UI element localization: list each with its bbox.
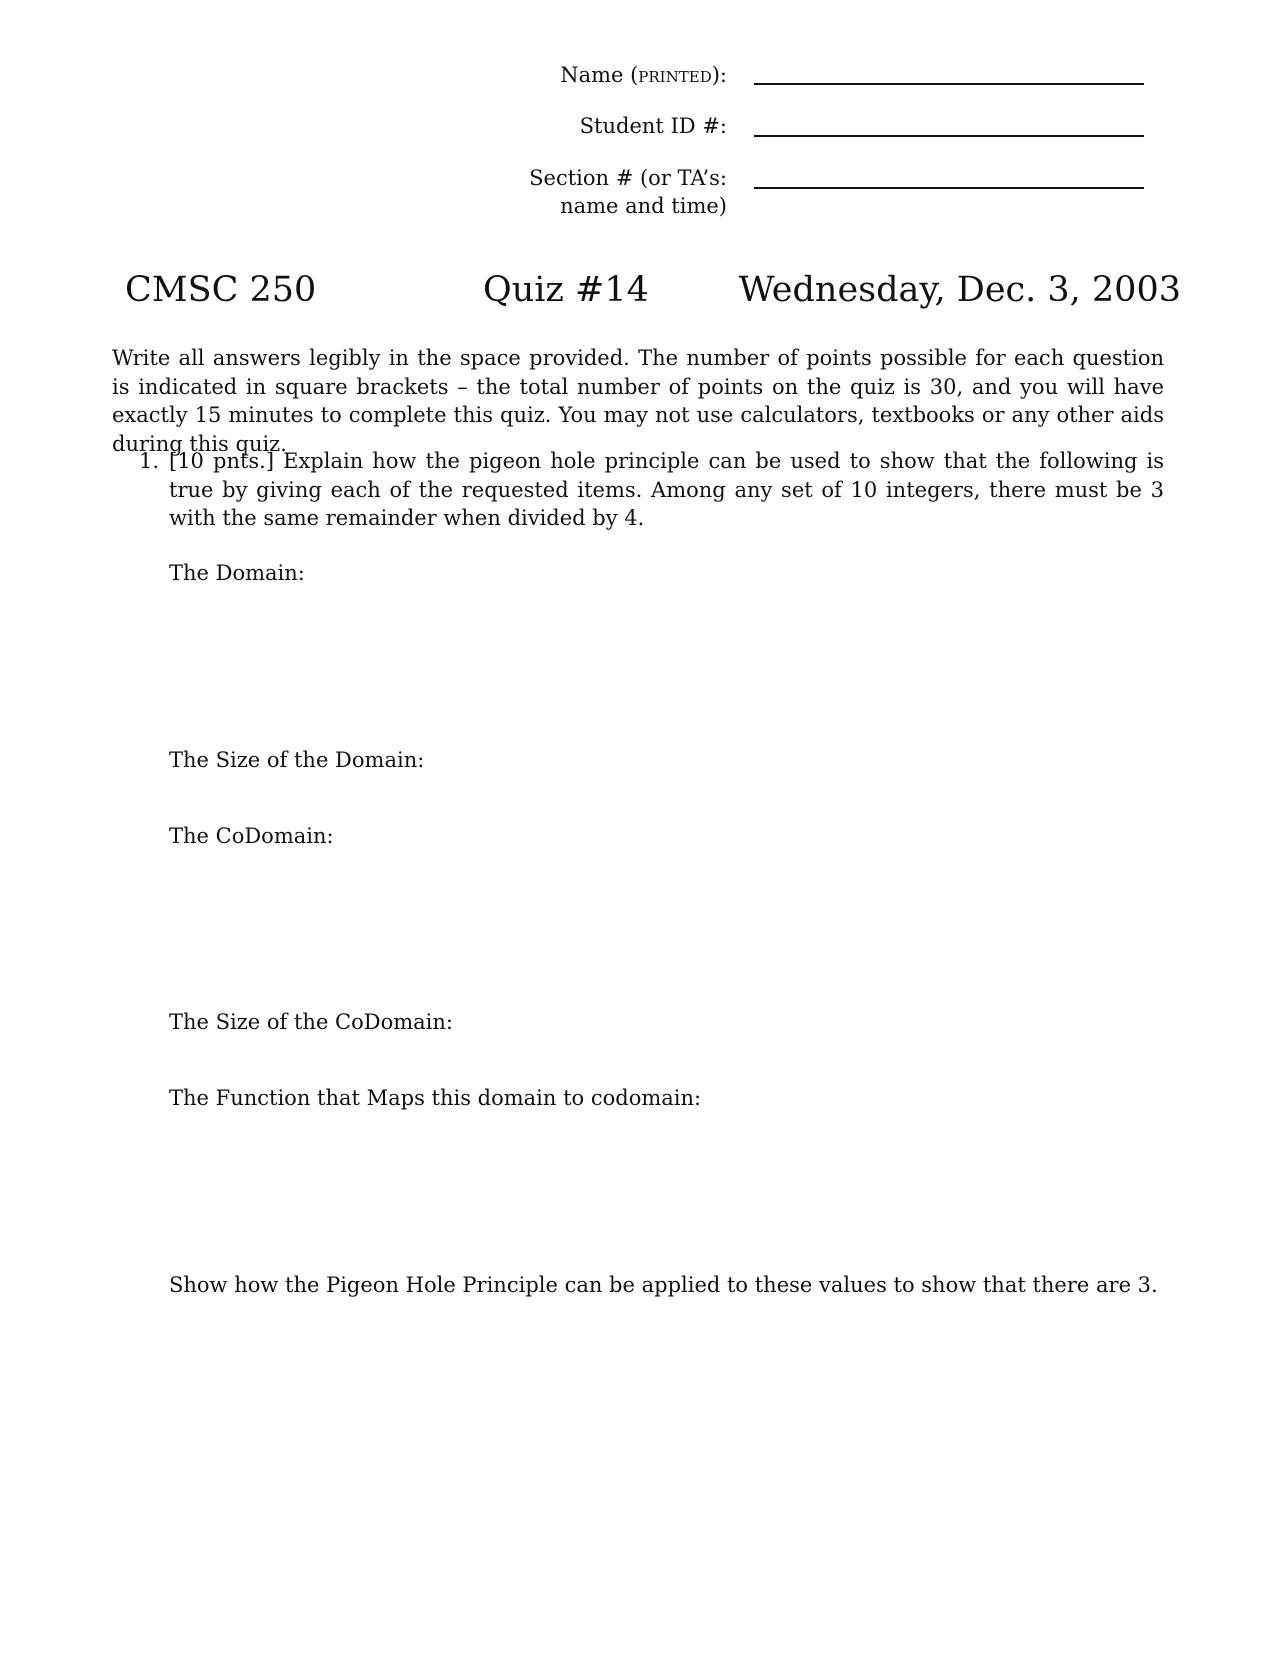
course-title: CMSC 250 — [125, 270, 317, 310]
codomain-size-label: The Size of the CoDomain: — [169, 1010, 454, 1034]
question-number: 1. — [139, 449, 160, 473]
instructions-paragraph: Write all answers legibly in the space provided. The number of points possible for each question is indicated in square brackets – the total number of points on the quiz is 30, and you will have exactly 15 minutes to complete this quiz. You may not use calculators, textbooks or any other aids during this quiz. — [112, 346, 1164, 456]
name-answer-line[interactable] — [754, 83, 1144, 85]
section-field-label-line2: name and time) — [560, 194, 727, 218]
pigeonhole-application-label: Show how the Pigeon Hole Principle can be applied to these values to show that there are 3. — [169, 1273, 1158, 1297]
question-text: [10 pnts.] Explain how the pigeon hole principle can be used to show that the following is true by giving each of the requested items. Among any set of 10 integers, there must be 3 with the same remainder when divided by 4. — [169, 449, 1164, 530]
name-label-post: ): — [711, 63, 727, 87]
name-label-printed: printed — [638, 63, 712, 87]
section-answer-line[interactable] — [754, 187, 1144, 189]
name-field-label — [560, 61, 727, 89]
student-id-answer-line[interactable] — [754, 135, 1144, 137]
domain-label: The Domain: — [169, 561, 305, 585]
quiz-title: Quiz #14 — [483, 270, 649, 310]
domain-size-label: The Size of the Domain: — [169, 748, 425, 772]
codomain-label: The CoDomain: — [169, 824, 334, 848]
section-field-label-line1: Section # (or TA’s: — [529, 166, 727, 190]
student-id-field-label: Student ID #: — [579, 114, 727, 138]
quiz-date: Wednesday, Dec. 3, 2003 — [738, 270, 1181, 310]
function-label: The Function that Maps this domain to codomain: — [169, 1086, 702, 1110]
name-label-pre: Name ( — [560, 63, 639, 87]
